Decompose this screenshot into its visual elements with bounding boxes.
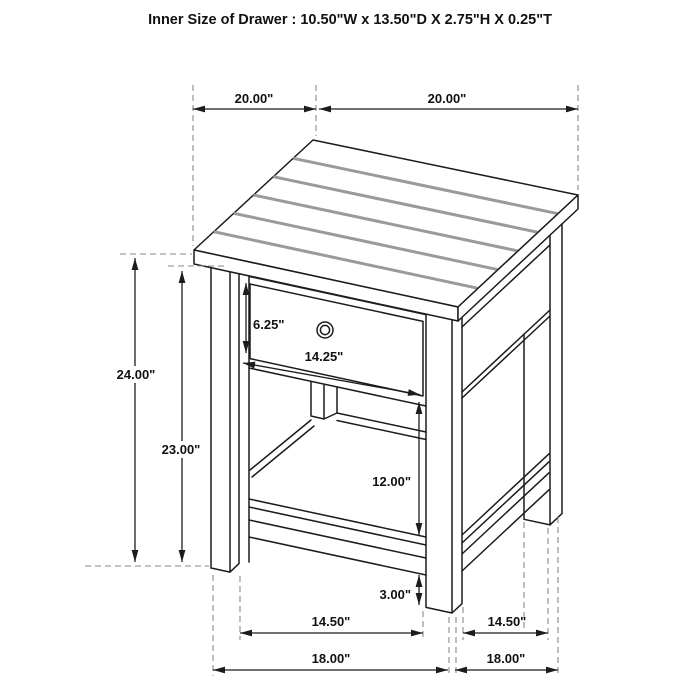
- left-leg: [211, 268, 249, 572]
- lower-shelf-front-edge: [249, 499, 426, 545]
- dimension-label: 20.00": [427, 91, 467, 106]
- dimension-label: 18.00": [486, 651, 526, 666]
- front-leg: [426, 314, 462, 613]
- dimension-label: 24.00": [116, 367, 156, 382]
- dimension-label: 14.25": [304, 349, 344, 364]
- dimension-inner-span-right: [463, 614, 548, 633]
- dimension-label: 12.00": [372, 474, 411, 489]
- front-stretcher: [249, 520, 426, 575]
- right-side-shelf-and-stretcher: [462, 454, 549, 571]
- dimension-outer-span-right: [455, 651, 558, 670]
- table-illustration: [194, 140, 578, 613]
- dimension-label: 20.00": [234, 91, 274, 106]
- dimension-leg-clearance: [380, 575, 419, 605]
- dimension-inner-span-left: [240, 614, 423, 633]
- dimension-overall-height: [85, 254, 209, 566]
- dimension-label: 6.25": [253, 317, 285, 332]
- dimension-label: 23.00": [161, 442, 201, 457]
- dimension-label: 18.00": [311, 651, 351, 666]
- diagram-title: Inner Size of Drawer : 10.50"W x 13.50"D X 2.75"H X 0.25"T: [148, 12, 552, 28]
- dimension-outer-span-left: [213, 651, 448, 670]
- dimension-under-top-height: [156, 266, 228, 562]
- interior-back-leg: [311, 382, 337, 420]
- dimension-label: 14.50": [311, 614, 351, 629]
- dimension-label: 14.50": [487, 614, 527, 629]
- lower-shelf-interior-edges: [250, 413, 426, 477]
- dimension-label: 3.00": [379, 587, 411, 602]
